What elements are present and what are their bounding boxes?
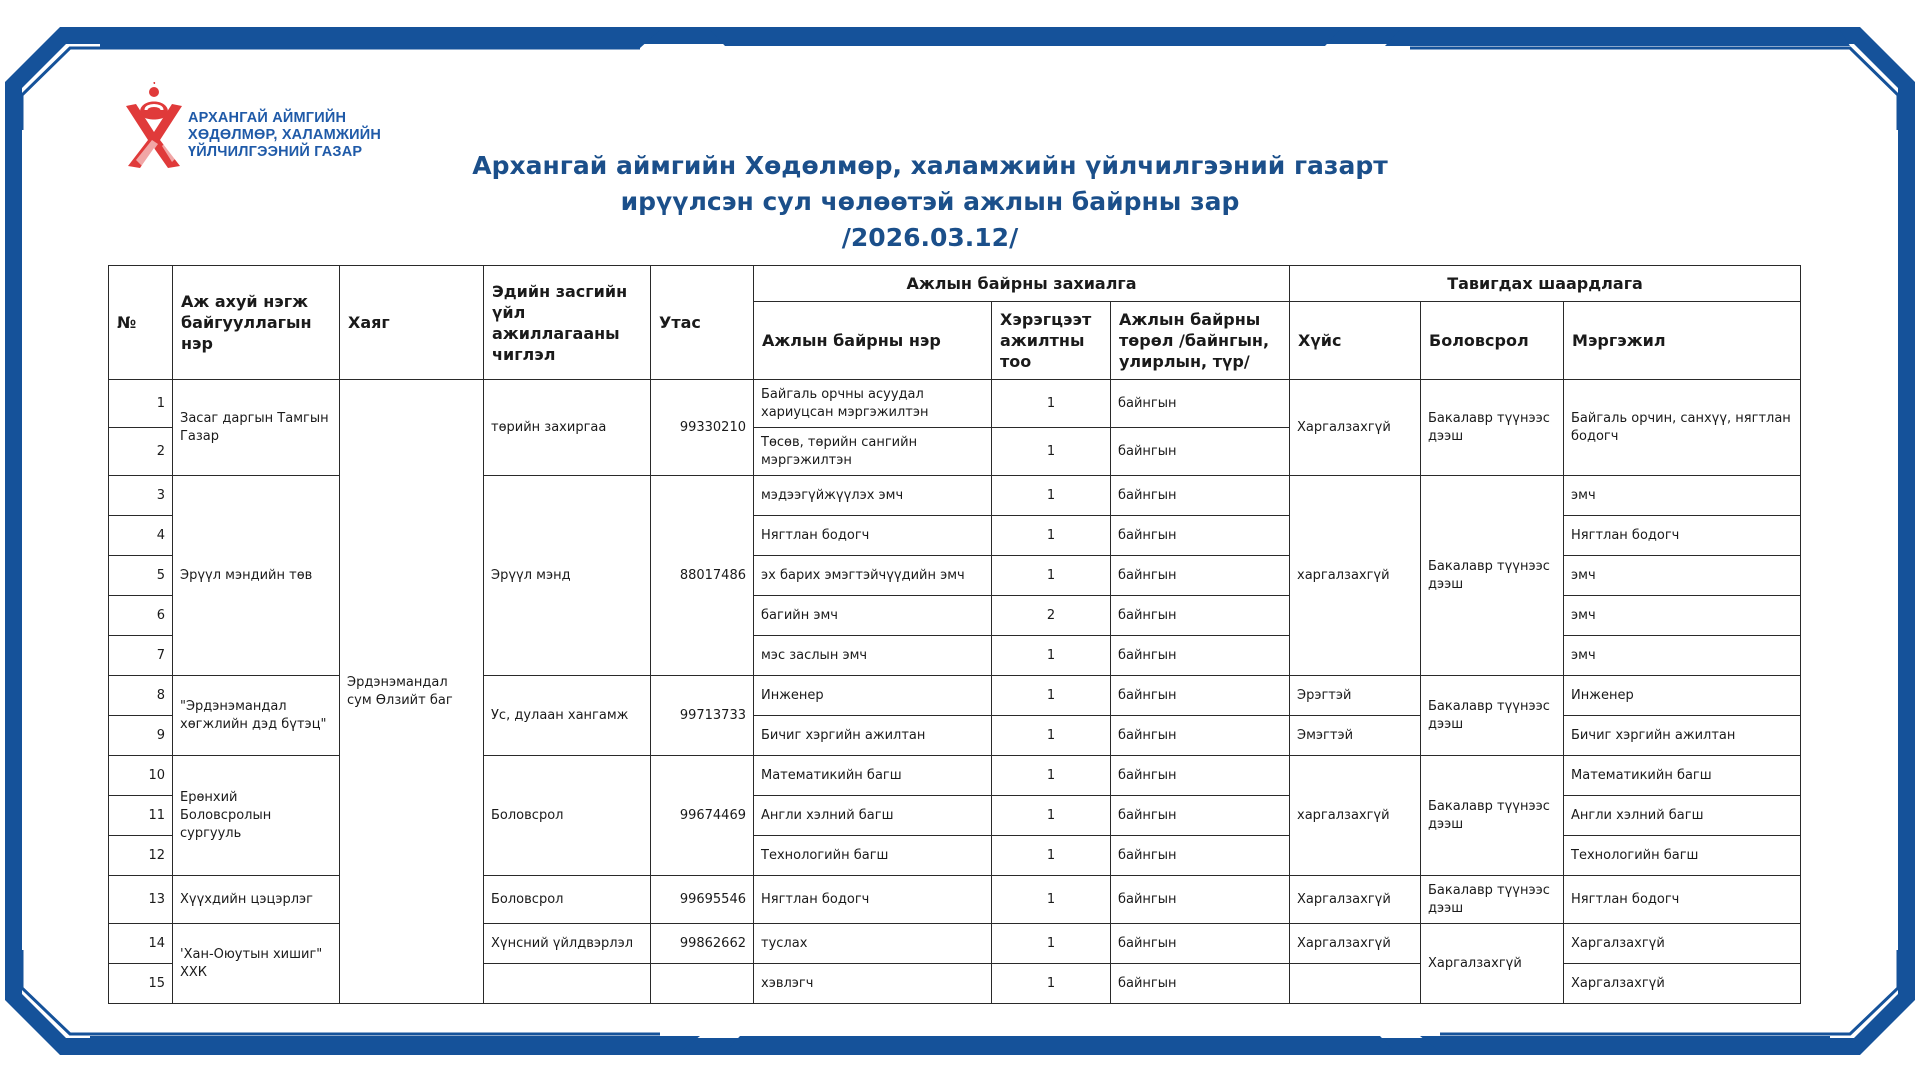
cell-count: 1 bbox=[992, 756, 1111, 796]
cell-type: байнгын bbox=[1111, 756, 1290, 796]
cell-profession: эмч bbox=[1564, 596, 1801, 636]
cell-no: 11 bbox=[109, 796, 173, 836]
cell-gender: Эрэгтэй bbox=[1290, 676, 1421, 716]
cell-gender: харгалзахгүй bbox=[1290, 756, 1421, 876]
cell-count: 1 bbox=[992, 876, 1111, 924]
cell-profession: эмч bbox=[1564, 636, 1801, 676]
cell-sector: Боловсрол bbox=[484, 876, 651, 924]
cell-phone: 88017486 bbox=[651, 476, 754, 676]
cell-type: байнгын bbox=[1111, 716, 1290, 756]
cell-gender: Эмэгтэй bbox=[1290, 716, 1421, 756]
cell-job: Төсөв, төрийн сангийн мэргэжилтэн bbox=[754, 428, 992, 476]
cell-type: байнгын bbox=[1111, 796, 1290, 836]
page-title bbox=[320, 148, 1540, 256]
cell-job: эх барих эмэгтэйчүүдийн эмч bbox=[754, 556, 992, 596]
cell-no: 4 bbox=[109, 516, 173, 556]
header-phone: Утас bbox=[651, 266, 754, 380]
cell-gender: Харгалзахгүй bbox=[1290, 876, 1421, 924]
cell-type: байнгын bbox=[1111, 428, 1290, 476]
cell-no: 8 bbox=[109, 676, 173, 716]
title-line-3: /2026.03.12/ bbox=[841, 223, 1019, 252]
cell-gender: Харгалзахгүй bbox=[1290, 380, 1421, 476]
cell-type: байнгын bbox=[1111, 876, 1290, 924]
cell-profession: Харгалзахгүй bbox=[1564, 924, 1801, 964]
cell-job: Технологийн багш bbox=[754, 836, 992, 876]
header-profession: Мэргэжил bbox=[1564, 302, 1801, 380]
cell-type: байнгын bbox=[1111, 516, 1290, 556]
cell-address: Эрдэнэмандал сум Өлзийт баг bbox=[340, 380, 484, 1004]
cell-sector: Боловсрол bbox=[484, 756, 651, 876]
cell-no: 5 bbox=[109, 556, 173, 596]
cell-phone: 99674469 bbox=[651, 756, 754, 876]
cell-no: 10 bbox=[109, 756, 173, 796]
cell-type: байнгын bbox=[1111, 556, 1290, 596]
cell-count: 1 bbox=[992, 924, 1111, 964]
header-order-group: Ажлын байрны захиалга bbox=[754, 266, 1290, 302]
cell-profession: Инженер bbox=[1564, 676, 1801, 716]
header-job-name: Ажлын байрны нэр bbox=[754, 302, 992, 380]
header-education: Боловсрол bbox=[1421, 302, 1564, 380]
cell-org: Эрүүл мэндийн төв bbox=[173, 476, 340, 676]
cell-profession: Технологийн багш bbox=[1564, 836, 1801, 876]
cell-sector: Ус, дулаан хангамж bbox=[484, 676, 651, 756]
cell-education: Бакалавр түүнээс дээш bbox=[1421, 476, 1564, 676]
cell-phone: 99330210 bbox=[651, 380, 754, 476]
cell-profession: Англи хэлний багш bbox=[1564, 796, 1801, 836]
cell-count: 1 bbox=[992, 556, 1111, 596]
cell-job: мэдээгүйжүүлэх эмч bbox=[754, 476, 992, 516]
header-workers: Хэрэгцээт ажилтны тоо bbox=[992, 302, 1111, 380]
cell-count: 1 bbox=[992, 636, 1111, 676]
cell-education: Бакалавр түүнээс дээш bbox=[1421, 756, 1564, 876]
cell-type: байнгын bbox=[1111, 476, 1290, 516]
cell-phone: 99713733 bbox=[651, 676, 754, 756]
cell-org: Засаг даргын Тамгын Газар bbox=[173, 380, 340, 476]
logo-line-2: ХӨДӨЛМӨР, ХАЛАМЖИЙН bbox=[188, 127, 382, 143]
cell-education: Бакалавр түүнээс дээш bbox=[1421, 876, 1564, 924]
cell-no: 15 bbox=[109, 964, 173, 1004]
cell-count: 1 bbox=[992, 796, 1111, 836]
header-sector: Эдийн засгийн үйл ажиллагааны чиглэл bbox=[484, 266, 651, 380]
header-address: Хаяг bbox=[340, 266, 484, 380]
cell-gender-empty bbox=[1290, 964, 1421, 1004]
header-type: Ажлын байрны төрөл /байнгын, улирлын, түр/ bbox=[1111, 302, 1290, 380]
cell-no: 2 bbox=[109, 428, 173, 476]
cell-job: мэс заслын эмч bbox=[754, 636, 992, 676]
cell-profession: эмч bbox=[1564, 476, 1801, 516]
cell-job: Байгаль орчны асуудал хариуцсан мэргэжилтэн bbox=[754, 380, 992, 428]
cell-org: Ерөнхий Боловсролын сургууль bbox=[173, 756, 340, 876]
cell-org: Хүүхдийн цэцэрлэг bbox=[173, 876, 340, 924]
cell-job: багийн эмч bbox=[754, 596, 992, 636]
cell-education: Бакалавр түүнээс дээш bbox=[1421, 380, 1564, 476]
cell-job: Англи хэлний багш bbox=[754, 796, 992, 836]
cell-count: 2 bbox=[992, 596, 1111, 636]
logo-line-1: АРХАНГАЙ АЙМГИЙН bbox=[188, 110, 347, 126]
cell-profession: Байгаль орчин, санхүү, нягтлан бодогч bbox=[1564, 380, 1801, 476]
cell-no: 14 bbox=[109, 924, 173, 964]
cell-phone: 99695546 bbox=[651, 876, 754, 924]
logo-emblem-icon bbox=[122, 82, 188, 174]
cell-count: 1 bbox=[992, 476, 1111, 516]
cell-no: 12 bbox=[109, 836, 173, 876]
cell-type: байнгын bbox=[1111, 924, 1290, 964]
title-line-1: Архангай аймгийн Хөдөлмөр, халамжийн үйлчилгээний газарт bbox=[472, 151, 1388, 180]
cell-count: 1 bbox=[992, 516, 1111, 556]
cell-count: 1 bbox=[992, 676, 1111, 716]
header-gender: Хүйс bbox=[1290, 302, 1421, 380]
cell-education: Бакалавр түүнээс дээш bbox=[1421, 676, 1564, 756]
cell-phone: 99862662 bbox=[651, 924, 754, 964]
cell-sector: төрийн захиргаа bbox=[484, 380, 651, 476]
cell-profession: Харгалзахгүй bbox=[1564, 964, 1801, 1004]
cell-job: хэвлэгч bbox=[754, 964, 992, 1004]
cell-education: Харгалзахгүй bbox=[1421, 924, 1564, 1004]
cell-profession: Математикийн багш bbox=[1564, 756, 1801, 796]
cell-type: байнгын bbox=[1111, 676, 1290, 716]
logo-line-3: ҮЙЛЧИЛГЭЭНИЙ ГАЗАР bbox=[188, 144, 363, 160]
cell-no: 9 bbox=[109, 716, 173, 756]
cell-count: 1 bbox=[992, 428, 1111, 476]
cell-type: байнгын bbox=[1111, 636, 1290, 676]
cell-type: байнгын bbox=[1111, 964, 1290, 1004]
cell-count: 1 bbox=[992, 380, 1111, 428]
cell-job: Нягтлан бодогч bbox=[754, 516, 992, 556]
title-line-2: ирүүлсэн сул чөлөөтэй ажлын байрны зар bbox=[620, 187, 1240, 216]
cell-type: байнгын bbox=[1111, 836, 1290, 876]
table-row bbox=[109, 380, 1801, 428]
cell-profession: Бичиг хэргийн ажилтан bbox=[1564, 716, 1801, 756]
cell-no: 7 bbox=[109, 636, 173, 676]
cell-org: 'Хан-Оюутын хишиг" ХХК bbox=[173, 924, 340, 1004]
cell-sector: Эрүүл мэнд bbox=[484, 476, 651, 676]
cell-type: байнгын bbox=[1111, 596, 1290, 636]
cell-job: Инженер bbox=[754, 676, 992, 716]
cell-phone-empty bbox=[651, 964, 754, 1004]
cell-profession: Нягтлан бодогч bbox=[1564, 876, 1801, 924]
cell-count: 1 bbox=[992, 836, 1111, 876]
cell-no: 13 bbox=[109, 876, 173, 924]
cell-sector: Хүнсний үйлдвэрлэл bbox=[484, 924, 651, 964]
cell-count: 1 bbox=[992, 964, 1111, 1004]
cell-job: туслах bbox=[754, 924, 992, 964]
header-no: № bbox=[109, 266, 173, 380]
cell-job: Бичиг хэргийн ажилтан bbox=[754, 716, 992, 756]
cell-no: 1 bbox=[109, 380, 173, 428]
header-requirements-group: Тавигдах шаардлага bbox=[1290, 266, 1801, 302]
cell-gender: харгалзахгүй bbox=[1290, 476, 1421, 676]
cell-job: Математикийн багш bbox=[754, 756, 992, 796]
cell-org: "Эрдэнэмандал хөгжлийн дэд бүтэц" bbox=[173, 676, 340, 756]
header-org: Аж ахуй нэгж байгууллагын нэр bbox=[173, 266, 340, 380]
cell-no: 3 bbox=[109, 476, 173, 516]
cell-sector-empty bbox=[484, 964, 651, 1004]
cell-profession: Нягтлан бодогч bbox=[1564, 516, 1801, 556]
cell-type: байнгын bbox=[1111, 380, 1290, 428]
cell-count: 1 bbox=[992, 716, 1111, 756]
cell-no: 6 bbox=[109, 596, 173, 636]
header-row-1 bbox=[109, 266, 1801, 302]
cell-profession: эмч bbox=[1564, 556, 1801, 596]
cell-gender: Харгалзахгүй bbox=[1290, 924, 1421, 964]
job-vacancy-table bbox=[108, 265, 1801, 1004]
cell-job: Нягтлан бодогч bbox=[754, 876, 992, 924]
